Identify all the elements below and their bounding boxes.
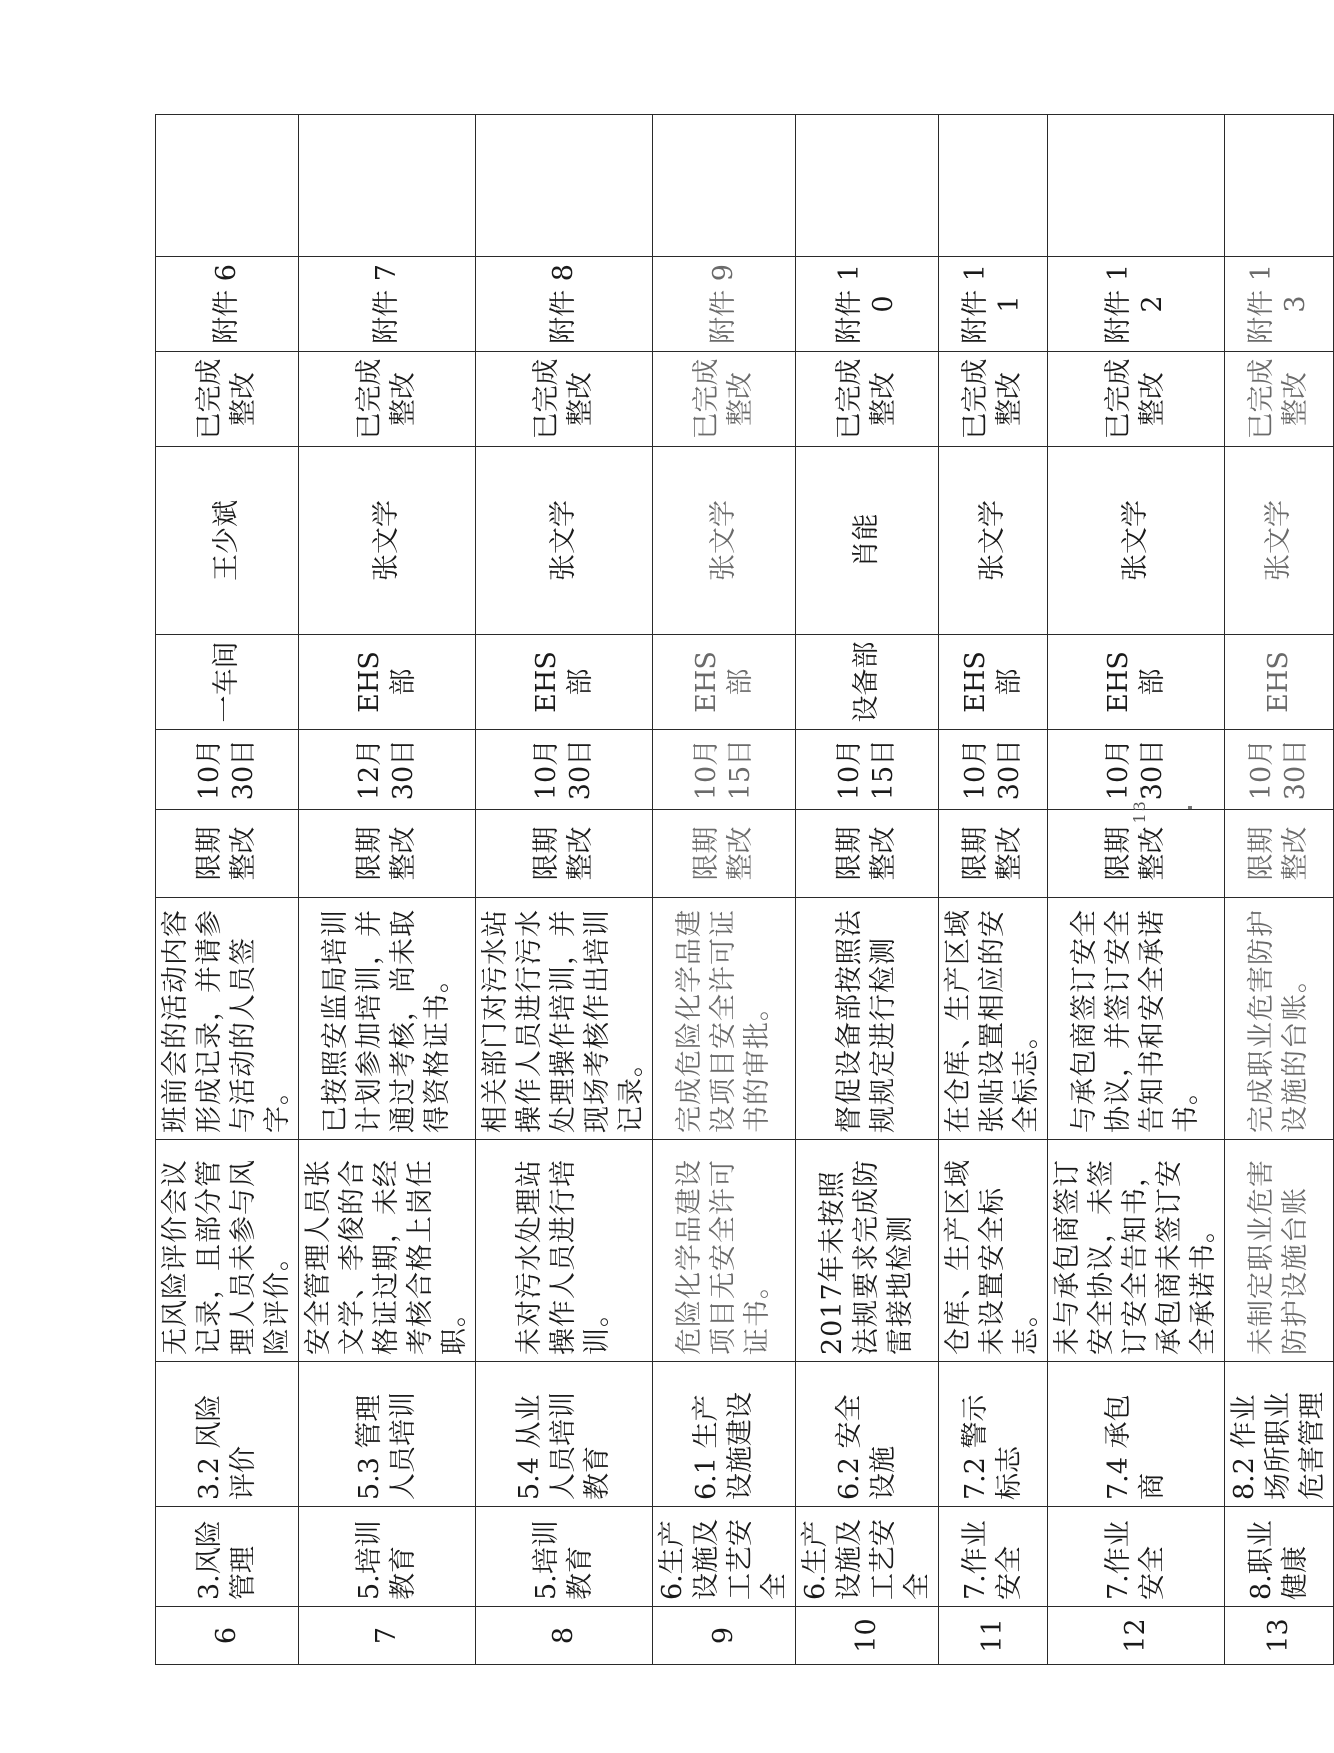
department-cell: 一车间 <box>156 635 299 730</box>
project-cell: 7.4 承包商 <box>1048 1362 1225 1507</box>
table-row <box>1048 115 1225 1665</box>
project-cell: 8.2 作业场所职业危害管理 <box>1225 1362 1334 1507</box>
table-row <box>796 115 939 1665</box>
project-cell: 6.1 生产设施建设 <box>653 1362 796 1507</box>
remark-cell <box>939 115 1048 257</box>
status-cell: 已完成整改 <box>476 352 653 447</box>
rotated-page-content <box>155 115 1328 1665</box>
table-row <box>156 115 299 1665</box>
element-cell: 3.风险管理 <box>156 1507 299 1607</box>
page-number: - 13 - <box>1130 784 1149 838</box>
responsible-person-cell: 张文学 <box>1048 447 1225 635</box>
deadline-cell: 10月30日 <box>1225 730 1334 810</box>
measure-cell: 在仓库、生产区域张贴设置相应的安全标志。 <box>939 898 1048 1140</box>
row-number: 11 <box>939 1607 1048 1665</box>
status-cell: 已完成整改 <box>156 352 299 447</box>
responsible-person-cell: 肖能 <box>796 447 939 635</box>
department-cell: EHS <box>1225 635 1334 730</box>
deadline-cell: 10月30日 <box>156 730 299 810</box>
attachment-cell: 附件 8 <box>476 257 653 352</box>
element-cell: 7.作业安全 <box>1048 1507 1225 1607</box>
measure-cell: 完成职业危害防护设施的台账。 <box>1225 898 1334 1140</box>
type-cell: 限期整改 <box>299 810 476 898</box>
measure-cell: 相关部门对污水站操作人员进行污水处理操作培训，并现场考核作出培训记录。 <box>476 898 653 1140</box>
problem-cell: 安全管理人员张文学、李俊的合格证过期，未经考核合格上岗任职。 <box>299 1140 476 1362</box>
problem-cell: 未与承包商签订安全协议，未签订安全告知书，承包商未签订安全承诺书。 <box>1048 1140 1225 1362</box>
table-row <box>1225 115 1334 1665</box>
problem-cell: 未制定职业危害防护设施台账 <box>1225 1140 1334 1362</box>
status-cell: 已完成整改 <box>939 352 1048 447</box>
row-number: 12 <box>1048 1607 1225 1665</box>
project-cell: 5.3 管理人员培训 <box>299 1362 476 1507</box>
row-number: 6 <box>156 1607 299 1665</box>
department-cell: EHS 部 <box>476 635 653 730</box>
type-cell: 限期整改 <box>796 810 939 898</box>
attachment-cell: 附件 11 <box>939 257 1048 352</box>
status-cell: 已完成整改 <box>1048 352 1225 447</box>
remark-cell <box>476 115 653 257</box>
attachment-cell: 附件 12 <box>1048 257 1225 352</box>
status-cell: 已完成整改 <box>796 352 939 447</box>
row-number: 9 <box>653 1607 796 1665</box>
element-cell: 5.培训教育 <box>476 1507 653 1607</box>
responsible-person-cell: 张文学 <box>1225 447 1334 635</box>
remark-cell <box>1048 115 1225 257</box>
table-row <box>939 115 1048 1665</box>
deadline-cell: 10月30日 <box>939 730 1048 810</box>
status-cell: 已完成整改 <box>299 352 476 447</box>
deadline-cell: 10月30日 <box>1048 730 1225 810</box>
responsible-person-cell: 张文学 <box>476 447 653 635</box>
project-cell: 7.2 警示标志 <box>939 1362 1048 1507</box>
remark-cell <box>299 115 476 257</box>
responsible-person-cell: 张文学 <box>653 447 796 635</box>
measure-cell: 班前会的活动内容形成记录，并请参与活动的人员签字。 <box>156 898 299 1140</box>
responsible-person-cell: 张文学 <box>299 447 476 635</box>
deadline-cell: 10月30日 <box>476 730 653 810</box>
measure-cell: 与承包商签订安全协议，并签订安全告知书和安全承诺书。 <box>1048 898 1225 1140</box>
remark-cell <box>156 115 299 257</box>
remark-cell <box>653 115 796 257</box>
deadline-cell: 10月15日 <box>653 730 796 810</box>
remark-cell <box>1225 115 1334 257</box>
department-cell: EHS 部 <box>299 635 476 730</box>
problem-cell: 仓库、生产区域未设置安全标志。 <box>939 1140 1048 1362</box>
type-cell: 限期整改 <box>1225 810 1334 898</box>
table-row <box>299 115 476 1665</box>
table-row <box>653 115 796 1665</box>
measure-cell: 督促设备部按照法规规定进行检测 <box>796 898 939 1140</box>
problem-cell: 危险化学品建设项目无安全许可证书。 <box>653 1140 796 1362</box>
binding-mark <box>1188 806 1192 809</box>
attachment-cell: 附件 10 <box>796 257 939 352</box>
project-cell: 6.2 安全设施 <box>796 1362 939 1507</box>
department-cell: 设备部 <box>796 635 939 730</box>
type-cell: 限期整改 <box>939 810 1048 898</box>
measure-cell: 已按照安监局培训计划参加培训，并通过考核，尚未取得资格证书。 <box>299 898 476 1140</box>
project-cell: 3.2 风险评价 <box>156 1362 299 1507</box>
element-cell: 8.职业健康 <box>1225 1507 1334 1607</box>
department-cell: EHS 部 <box>1048 635 1225 730</box>
department-cell: EHS 部 <box>653 635 796 730</box>
problem-cell: 2017年未按照法规要求完成防雷接地检测 <box>796 1140 939 1362</box>
problem-cell: 无风险评价会议记录，且部分管理人员未参与风险评价。 <box>156 1140 299 1362</box>
attachment-cell: 附件 13 <box>1225 257 1334 352</box>
type-cell: 限期整改 <box>156 810 299 898</box>
element-cell: 5.培训教育 <box>299 1507 476 1607</box>
status-cell: 已完成整改 <box>653 352 796 447</box>
type-cell: 限期整改 <box>653 810 796 898</box>
element-cell: 7.作业安全 <box>939 1507 1048 1607</box>
element-cell: 6.生产设施及工艺安全 <box>796 1507 939 1607</box>
problem-cell: 未对污水处理站操作人员进行培训。 <box>476 1140 653 1362</box>
attachment-cell: 附件 6 <box>156 257 299 352</box>
attachment-cell: 附件 9 <box>653 257 796 352</box>
rectification-table <box>155 114 1334 1665</box>
responsible-person-cell: 张文学 <box>939 447 1048 635</box>
type-cell: 限期整改 <box>476 810 653 898</box>
measure-cell: 完成危险化学品建设项目安全许可证书的审批。 <box>653 898 796 1140</box>
row-number: 7 <box>299 1607 476 1665</box>
type-cell: 限期整改 <box>1048 810 1225 898</box>
remark-cell <box>796 115 939 257</box>
row-number: 10 <box>796 1607 939 1665</box>
deadline-cell: 12月30日 <box>299 730 476 810</box>
department-cell: EHS 部 <box>939 635 1048 730</box>
project-cell: 5.4 从业人员培训教育 <box>476 1362 653 1507</box>
row-number: 13 <box>1225 1607 1334 1665</box>
element-cell: 6.生产设施及工艺安全 <box>653 1507 796 1607</box>
status-cell: 已完成整改 <box>1225 352 1334 447</box>
attachment-cell: 附件 7 <box>299 257 476 352</box>
responsible-person-cell: 王少斌 <box>156 447 299 635</box>
table-row <box>476 115 653 1665</box>
row-number: 8 <box>476 1607 653 1665</box>
deadline-cell: 10月15日 <box>796 730 939 810</box>
